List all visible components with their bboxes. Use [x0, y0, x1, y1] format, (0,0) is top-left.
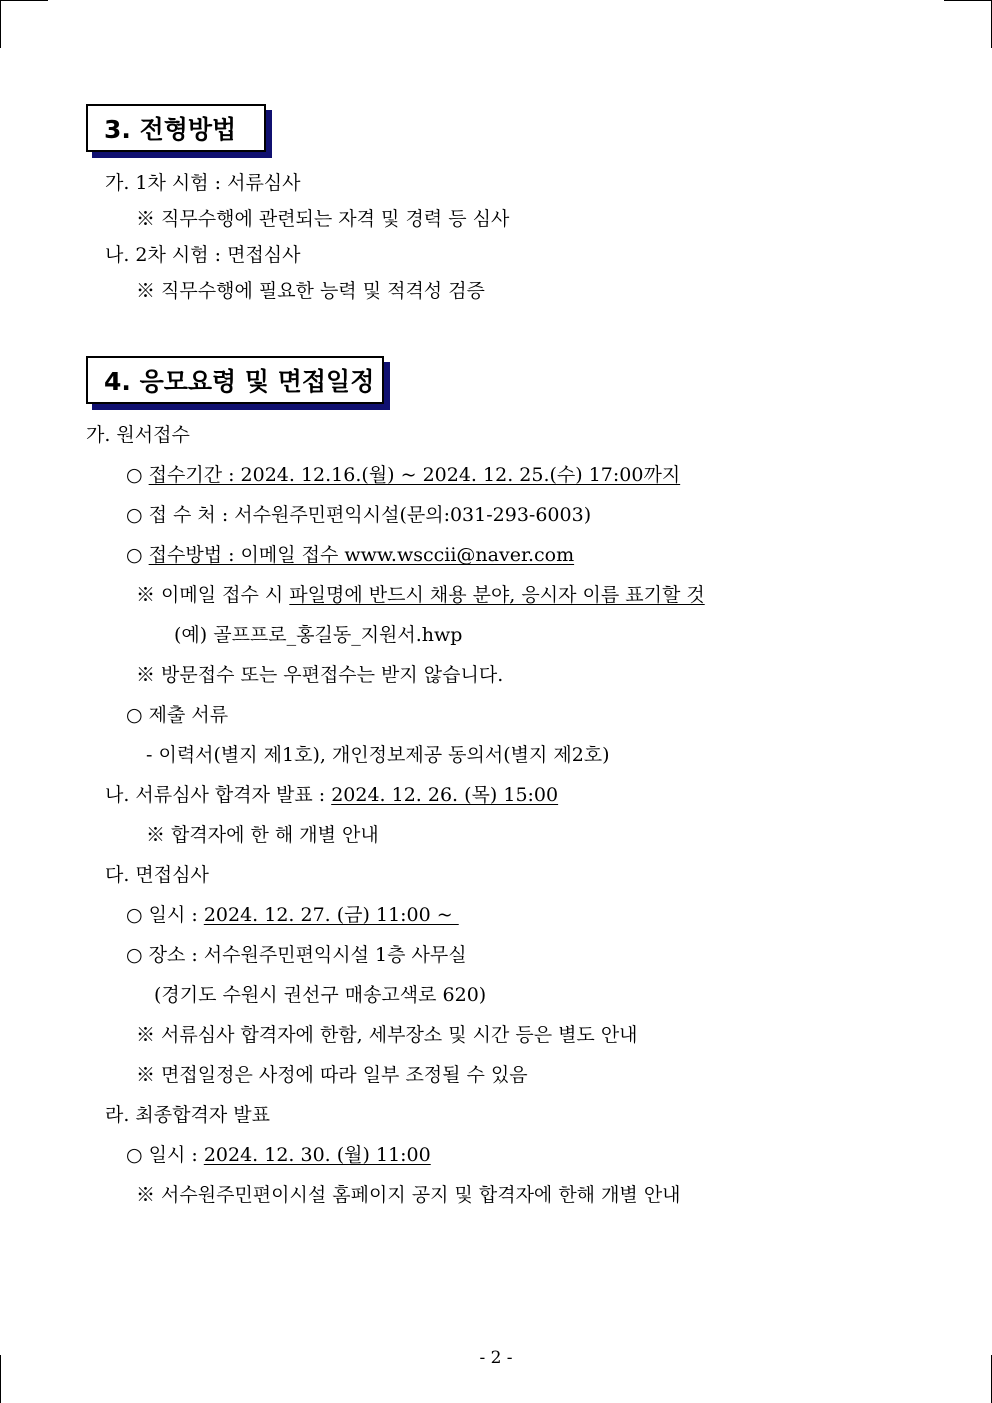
na-note: ※ 합격자에 한 해 개별 안내 [146, 824, 379, 846]
na-prefix: 나. 서류심사 합격자 발표 : [105, 784, 332, 806]
place-text: 접 수 처 : 서수원주민편익시설(문의:031-293-6003) [148, 504, 592, 526]
da-time-line [126, 903, 459, 927]
place-bullet: ○ [126, 504, 143, 526]
method-bullet: ○ [126, 544, 143, 566]
docs-text: 제출 서류 [148, 704, 229, 726]
ra-note: ※ 서수원주민편이시설 홈페이지 공지 및 합격자에 한해 개별 안내 [136, 1184, 681, 1206]
section-3-heading [86, 104, 266, 152]
crop-mark-top-left-v [0, 0, 1, 48]
email-note-line [136, 583, 705, 607]
ra-title: 라. 최종합격자 발표 [105, 1104, 270, 1126]
na-line [105, 783, 558, 807]
email-note-underlined: 파일명에 반드시 채용 분야, 응시자 이름 표기할 것 [289, 584, 705, 606]
section-4-title: 4. 응모요령 및 면접일정 [104, 367, 375, 396]
place-line [126, 503, 591, 527]
method-line [126, 543, 574, 567]
da-time-prefix: ○ 일시 : [126, 904, 204, 926]
ra-time-prefix: ○ 일시 : [126, 1144, 204, 1166]
email-note-prefix: ※ 이메일 접수 시 [136, 584, 290, 606]
docs-detail: - 이력서(별지 제1호), 개인정보제공 동의서(별지 제2호) [146, 744, 610, 766]
ga-title: 가. 원서접수 [86, 424, 190, 446]
period-bullet: ○ [126, 464, 143, 486]
period-line [126, 463, 680, 487]
method-text: 접수방법 : 이메일 접수 www.wsccii@naver.com [148, 544, 575, 566]
da-place: ○ 장소 : 서수원주민편익시설 1층 사무실 [126, 944, 467, 966]
da-time-value: 2024. 12. 27. (금) 11:00 ~ [203, 904, 459, 926]
crop-mark-top-left-h [0, 0, 48, 1]
crop-mark-top-right-h [944, 0, 992, 1]
section-3-item-na-note: ※ 직무수행에 필요한 능력 및 적격성 검증 [136, 280, 485, 302]
docs-bullet: ○ [126, 704, 143, 726]
da-note-1: ※ 서류심사 합격자에 한함, 세부장소 및 시간 등은 별도 안내 [136, 1024, 638, 1046]
period-text: 접수기간 : 2024. 12.16.(월) ~ 2024. 12. 25.(수) 17:00까지 [148, 464, 681, 486]
section-3-item-ga-note: ※ 직무수행에 관련되는 자격 및 경력 등 심사 [136, 208, 510, 230]
section-4-heading [86, 356, 384, 404]
section-3-title: 3. 전형방법 [104, 115, 237, 144]
na-date: 2024. 12. 26. (목) 15:00 [331, 784, 559, 806]
da-title: 다. 면접심사 [105, 864, 209, 886]
visit-note: ※ 방문접수 또는 우편접수는 받지 않습니다. [136, 664, 504, 686]
docs-line [126, 703, 228, 727]
section-3-item-na: 나. 2차 시험 : 면접심사 [105, 244, 301, 266]
ra-time-value: 2024. 12. 30. (월) 11:00 [203, 1144, 431, 1166]
da-note-2: ※ 면접일정은 사정에 따라 일부 조정될 수 있음 [136, 1064, 528, 1086]
section-3-item-ga: 가. 1차 시험 : 서류심사 [105, 172, 301, 194]
da-address: (경기도 수원시 권선구 매송고색로 620) [154, 984, 487, 1006]
ra-time-line [126, 1143, 431, 1167]
email-example: (예) 골프프로_홍길동_지원서.hwp [174, 624, 463, 646]
page-number: - 2 - [479, 1348, 513, 1368]
